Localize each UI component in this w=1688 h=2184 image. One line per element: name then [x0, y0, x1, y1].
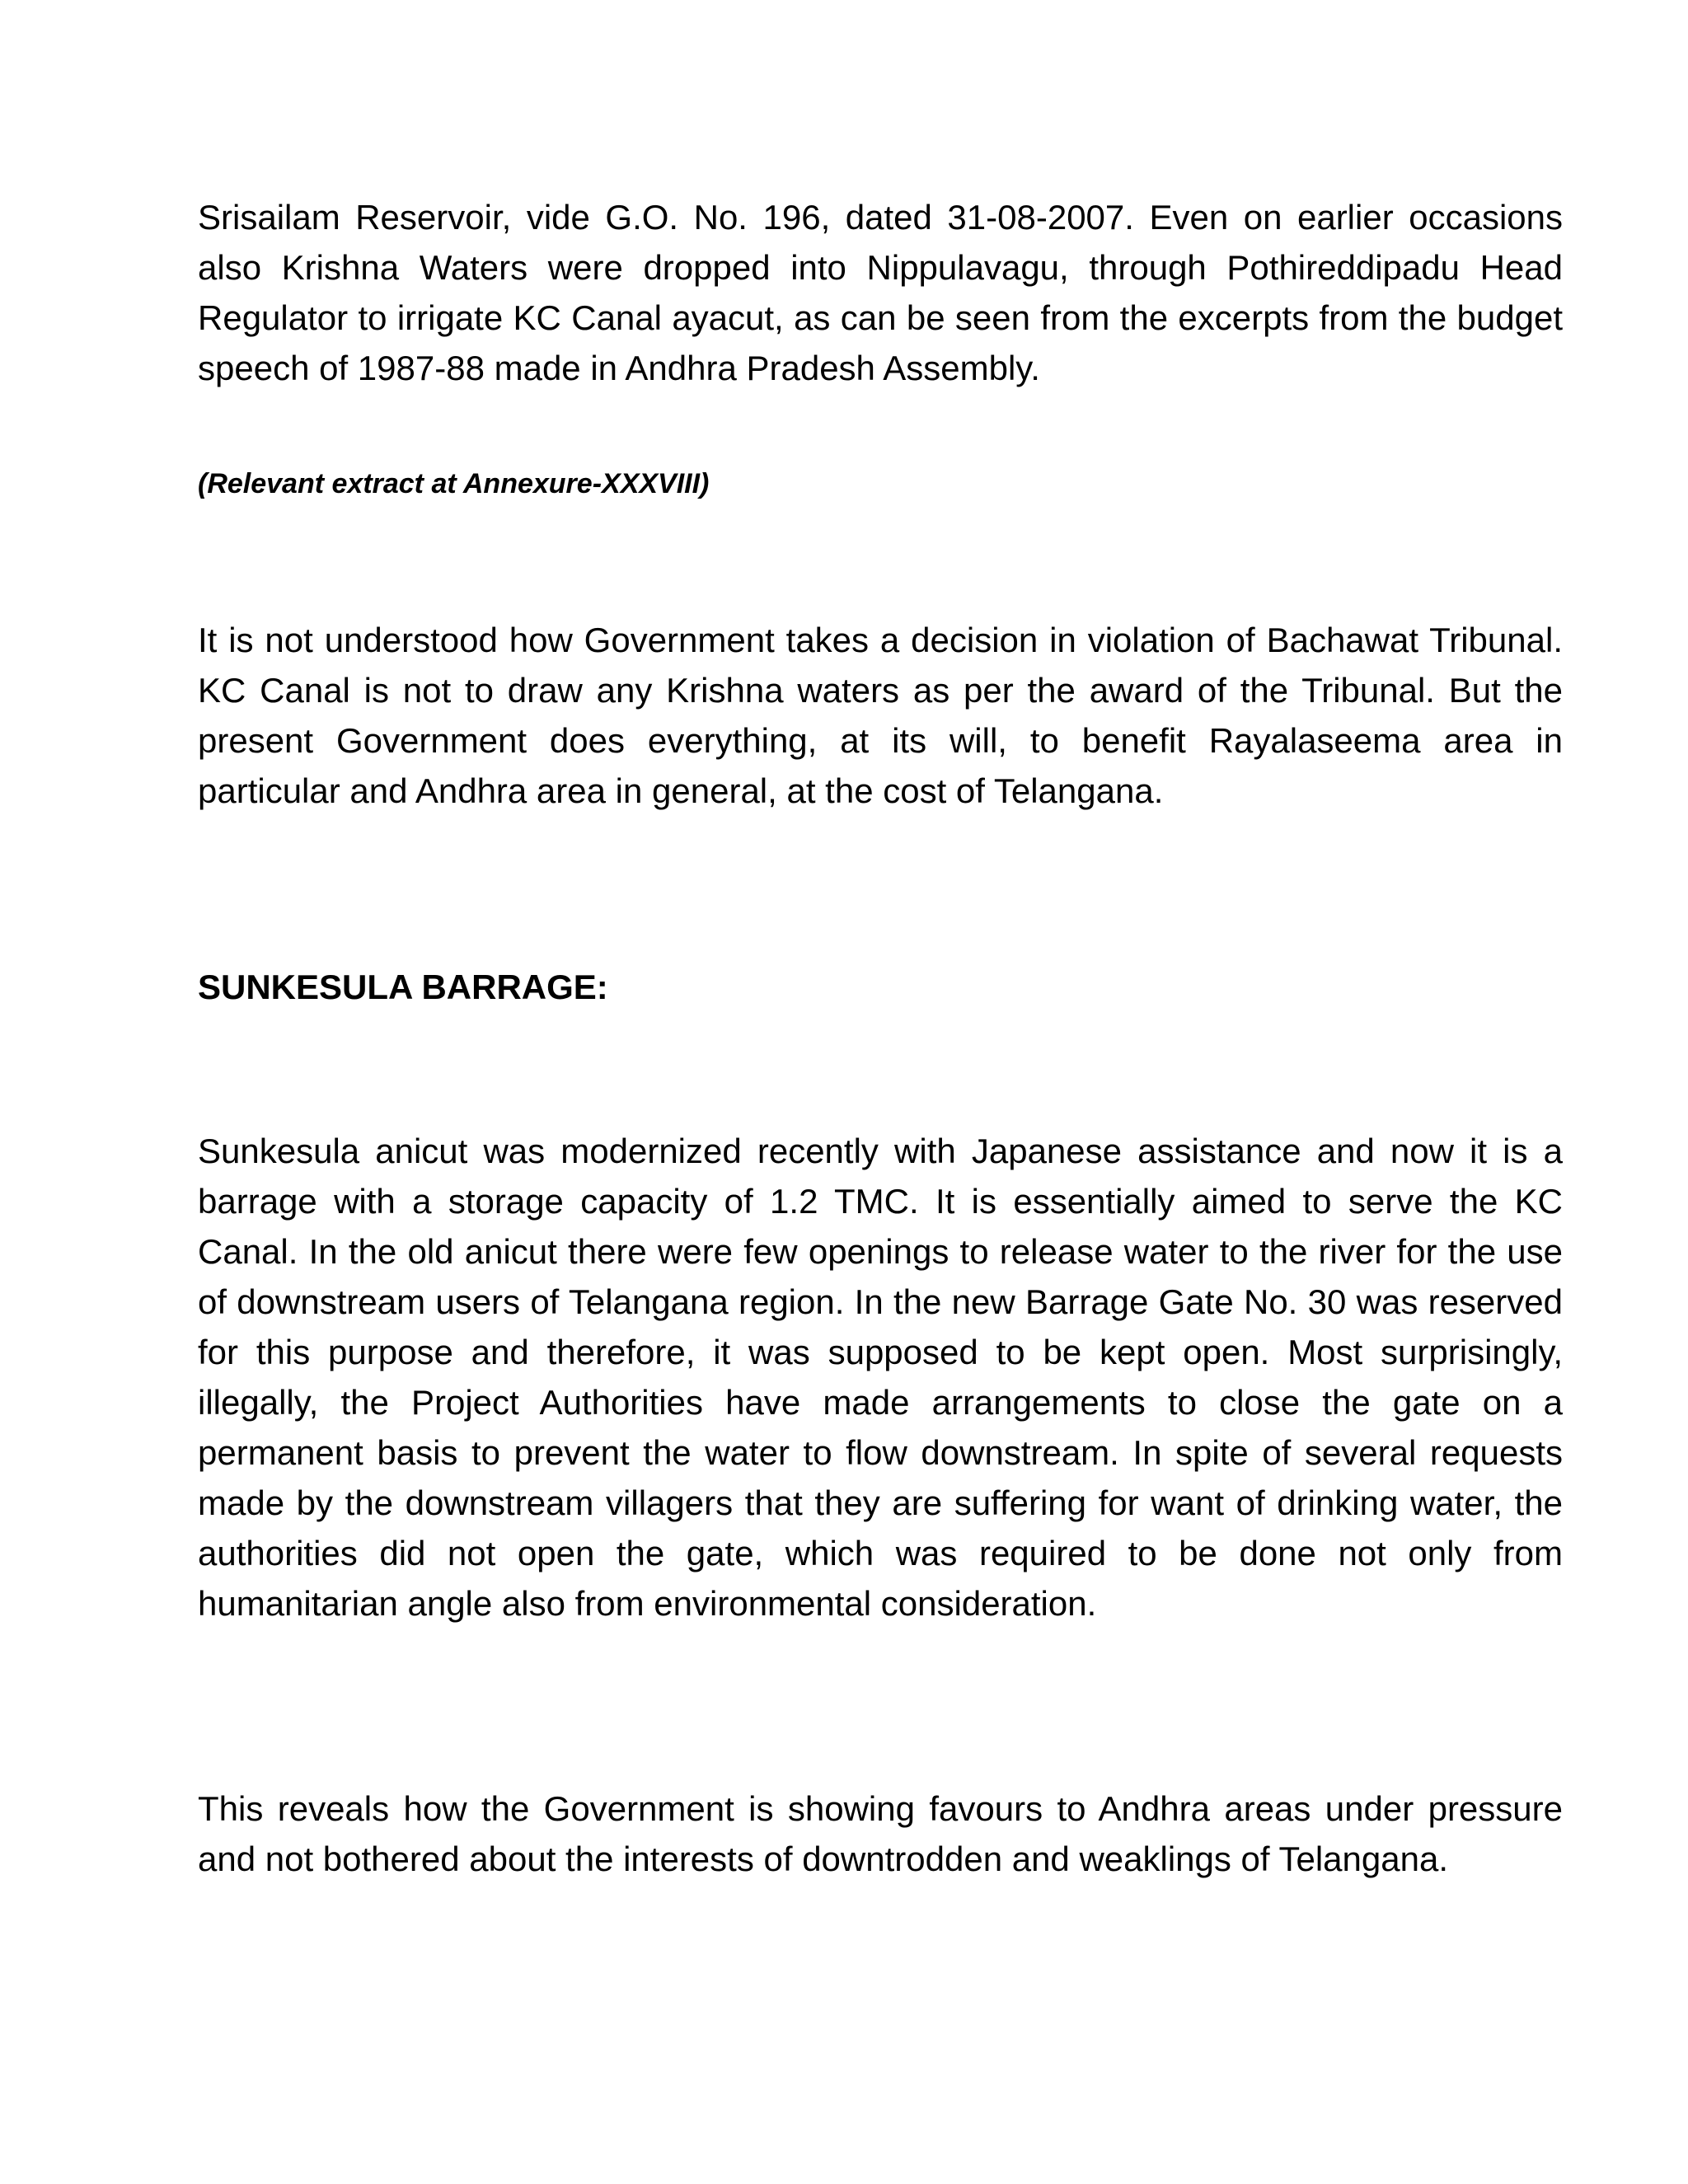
- paragraph-conclusion: This reveals how the Government is showing favours to Andhra areas under pressure and not bothered about the interests of downtrodden and weaklings of Telangana.: [198, 1789, 1563, 1878]
- annexure-note: (Relevant extract at Annexure-XXXVIII): [198, 468, 710, 499]
- paragraph-srisailam: Srisailam Reservoir, vide G.O. No. 196, dated 31-08-2007. Even on earlier occasions also Krishna Waters were dropped into Nippulavagu, through Pothireddipadu Head Regulator to irrigate KC Canal ayacut, as can be seen from the excerpts from the budget speech of 1987-88 made in Andhra Pradesh Assembly.: [198, 198, 1563, 387]
- paragraph-bachawat: It is not understood how Government takes a decision in violation of Bachawat Tribunal. KC Canal is not to draw any Krishna waters as per the award of the Tribunal. But the present Government does everything, at its will, to benefit Rayalaseema area in particular and Andhra area in general, at the cost of Telangana.: [198, 621, 1563, 810]
- paragraph-sunkesula: Sunkesula anicut was modernized recently with Japanese assistance and now it is a barrage with a storage capacity of 1.2 TMC. It is essentially aimed to serve the KC Canal. In the old anicut there were few openings to release water to the river for the use of downstream users of Telangana region. In the new Barrage Gate No. 30 was reserved for this purpose and therefore, it was supposed to be kept open. Most surprisingly, illegally, the Project Authorities have made arrangements to close the gate on a permanent basis to prevent the water to flow downstream. In spite of several requests made by the downstream villagers that they are suffering for want of drinking water, the authorities did not open the gate, which was required to be done not only from humanitarian angle also from environmental consideration.: [198, 1132, 1563, 1623]
- section-heading: SUNKESULA BARRAGE:: [198, 968, 608, 1006]
